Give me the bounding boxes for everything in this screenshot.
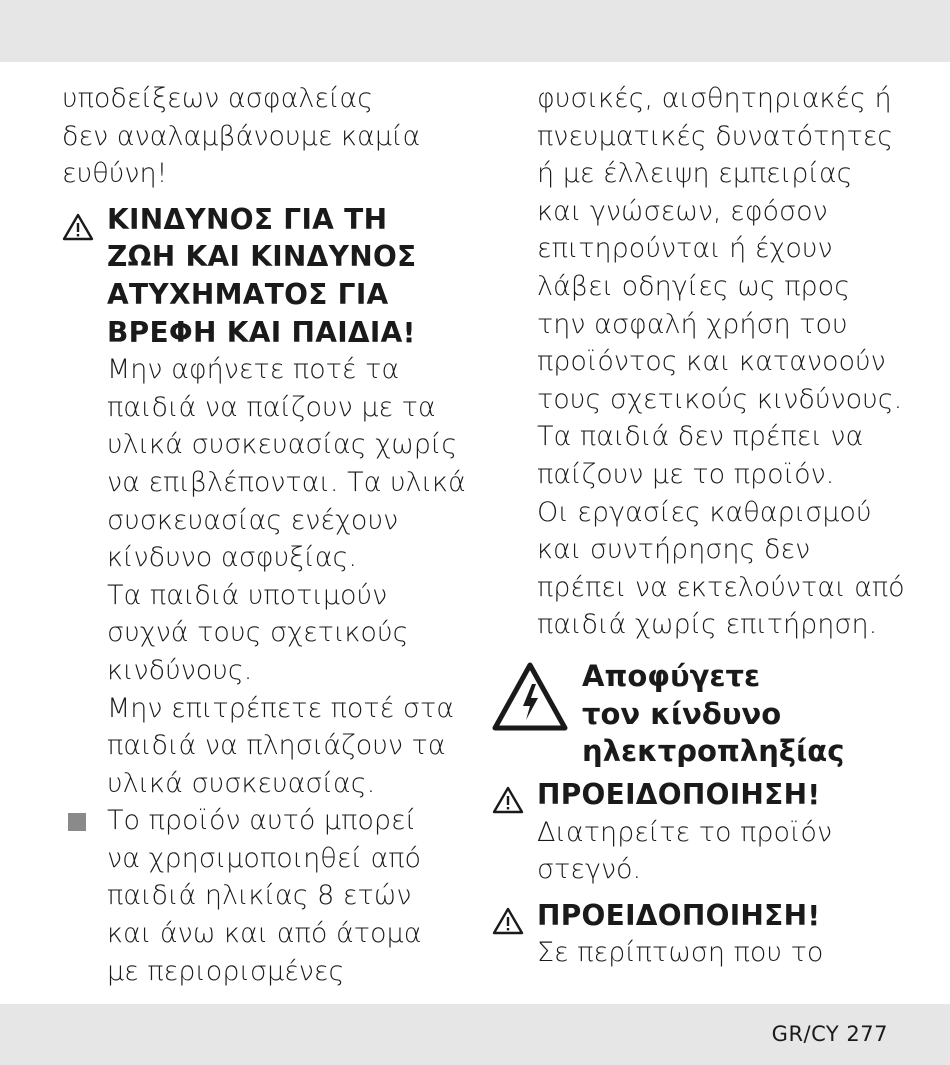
warning-body [492,814,902,889]
heading-line: τον κίνδυνο [582,696,782,731]
heading-line: Αποφύγετε [582,658,761,693]
text-line: και συντήρησης δεν [537,534,811,566]
text-line: παιδιά να πλησιάζουν τα [107,730,446,762]
text-line: τους σχετικούς κινδύνους. [537,383,903,415]
text-line: πρέπει να εκτελούνται από [537,571,905,603]
text-line: Οι εργασίες καθαρισμού [537,496,872,528]
danger-heading [62,201,452,351]
text-line: την ασφαλή χρήση του [537,308,848,340]
heading-line: ΚΙΝΔΥΝΟΣ ΓΙΑ ΤΗ [107,202,388,236]
text-line: Διατηρείτε το προϊόν [537,816,833,848]
text-line: λάβει οδηγίες ως προς [537,270,851,302]
text-line: πνευματικές δυνατότητες [537,120,894,152]
text-line: ή με έλλειψη εμπειρίας [537,158,853,190]
text-line: παιδιά ηλικίας 8 ετών [107,880,412,912]
text-line: να επιβλέπονται. Τα υλικά [107,466,466,498]
text-line: με περιορισμένες [107,955,345,987]
square-bullet-icon [68,813,86,831]
warning-body [492,934,902,972]
text-line: συσκευασίας ενέχουν [107,504,399,536]
text-line: υλικά συσκευασίας χωρίς [107,429,458,461]
right-column [492,80,905,972]
warning-triangle-icon [492,907,524,935]
text-line: υποδείξεων ασφαλείας [62,83,374,114]
text-line: Μην επιτρέπετε ποτέ στα [107,692,455,724]
warning-dry [492,776,902,889]
heading-line: ΖΩΗ ΚΑΙ ΚΙΝΔΥΝΟΣ [107,240,417,274]
warning-triangle-icon [62,213,94,241]
text-line: και γνώσεων, εφόσον [537,195,828,227]
text-line: να χρησιμοποιηθεί από [107,842,422,874]
text-line: υλικά συσκευασίας. [107,767,376,799]
text-line: Τα παιδιά υποτιμούν [107,579,388,611]
text-line: παίζουν με το προϊόν. [537,458,835,490]
text-line: φυσικές, αισθητηριακές ή [537,83,892,114]
warning-case [492,897,902,972]
text-line: Το προϊόν αυτό μπορεί [107,805,417,837]
danger-body [62,351,466,802]
text-line: Μην αφήνετε ποτέ τα [107,354,400,386]
text-line: και άνω και από άτομα [107,918,422,950]
text-line: παιδιά χωρίς επιτήρηση. [537,609,878,641]
intro-paragraph [62,80,452,193]
text-line: στεγνό. [537,854,642,886]
warning-heading: ΠΡΟΕΙΔΟΠΟΙΗΣΗ! [537,777,821,811]
text-line: κίνδυνο ασφυξίας. [107,542,357,574]
text-line: συχνά τους σχετικούς [107,617,409,649]
bullet-text [62,802,452,990]
header-band [0,0,950,62]
text-line: Τα παιδιά δεν πρέπει να [537,421,864,453]
text-line: Σε περίπτωση που το [537,937,824,969]
text-line: δεν αναλαμβάνουμε καμία [62,120,421,152]
heading-line: ηλεκτροπληξίας [582,734,845,769]
heading-line: ΒΡΕΦΗ ΚΑΙ ΠΑΙΔΙΑ! [107,315,416,349]
continued-paragraph [492,80,905,644]
danger-warning [62,201,466,803]
page-number: GR/CY 277 [771,1022,888,1046]
text-line: προϊόντος και κατανοούν [537,346,886,378]
text-line: επιτηρούνται ή έχουν [537,233,833,265]
left-column [62,80,466,990]
heading-line: ΑΤΥΧΗΜΑΤΟΣ ΓΙΑ [107,277,389,311]
text-line: παιδιά να παίζουν με τα [107,391,436,423]
text-line: ευθύνη! [62,158,168,190]
warning-heading: ΠΡΟΕΙΔΟΠΟΙΗΣΗ! [537,898,821,932]
shock-heading [582,658,844,771]
bullet-item [62,802,452,990]
text-line: κινδύνους. [107,654,253,686]
warning-triangle-icon [492,786,524,814]
electric-shock-warning [492,658,902,768]
high-voltage-icon [492,662,568,732]
